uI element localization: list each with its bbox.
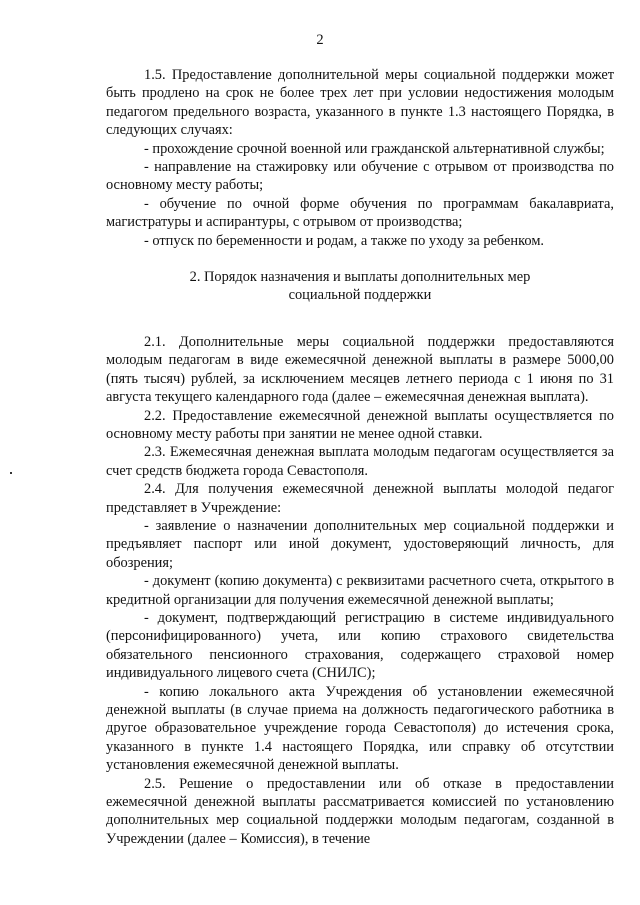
scan-dot [10,472,12,474]
paragraph-2-1: 2.1. Дополнительные меры социальной поддержки предоставляются молодым педагогам в виде ежемесячной денежной выплаты в размере 5000,00 (пять тысяч) рублей, за исключением месяцев летнего периода с 1 июня по 31 августа текущего календарного года (далее – ежемесячная денежная выплата). [106,333,614,406]
document-body [106,66,614,848]
section-2-title [106,268,614,305]
section-title-line-1: 2. Порядок назначения и выплаты дополнительных мер [189,269,531,286]
list-item-snils: - документ, подтверждающий регистрацию в системе индивидуального (персонифицированного) учета, или копию страхового свидетельства обязательного пенсионного страхования, содержащего страховой номер индивидуального лицевого счета (СНИЛС); [106,609,614,682]
paragraph-2-2: 2.2. Предоставление ежемесячной денежной выплаты осуществляется по основному месту работы при занятии не менее одной ставки. [106,407,614,442]
page-number: 2 [316,32,324,48]
paragraph-2-5: 2.5. Решение о предоставлении или об отказе в предоставлении ежемесячной денежной выплаты рассматривается комиссией по установлению дополнительных мер социальной поддержки молодым педагогам, созданной в Учреждении (далее – Комиссия), в течение [106,775,614,847]
paragraph-2-3: 2.3. Ежемесячная денежная выплата молодым педагогам осуществляется за счет средств бюджета города Севастополя. [106,444,614,479]
list-item-internship: - направление на стажировку или обучение с отрывом от производства по основному месту работы; [106,159,614,194]
list-item-bank-details: - документ (копию документа) с реквизитами расчетного счета, открытого в кредитной организации для получения ежемесячной денежной выплаты; [106,573,614,608]
list-item-maternity-leave: - отпуск по беременности и родам, а также по уходу за ребенком. [144,232,545,249]
section-title-line-2: социальной поддержки [288,287,432,304]
list-item-application: - заявление о назначении дополнительных мер социальной поддержки и предъявляет паспорт или иной документ, удостоверяющий личность, для обозрения; [106,517,614,571]
paragraph-1-5: 1.5. Предоставление дополнительной меры социальной поддержки может быть продлено на срок не более трех лет при условии недостижения молодым педагогом предельного возраста, указанного в пункте 1.3 настоящего Порядка, в следующих случаях: [106,67,614,139]
list-item-military-service: - прохождение срочной военной или гражданской альтернативной службы; [144,140,605,157]
list-item-local-act: - копию локального акта Учреждения об установлении ежемесячной денежной выплаты (в случае приема на должность педагогического работника в другое образовательное учреждение города Севастополя) до истечения срока, указанного в пункте 1.4 настоящего Порядка, или справку об отсутствии установления ежемесячной денежной выплаты. [106,683,614,774]
paragraph-2-4: 2.4. Для получения ежемесячной денежной выплаты молодой педагог представляет в Учреждение: [106,481,614,516]
list-item-full-time-study: - обучение по очной форме обучения по программам бакалавриата, магистратуры и аспирантуры, с отрывом от производства; [106,195,614,231]
